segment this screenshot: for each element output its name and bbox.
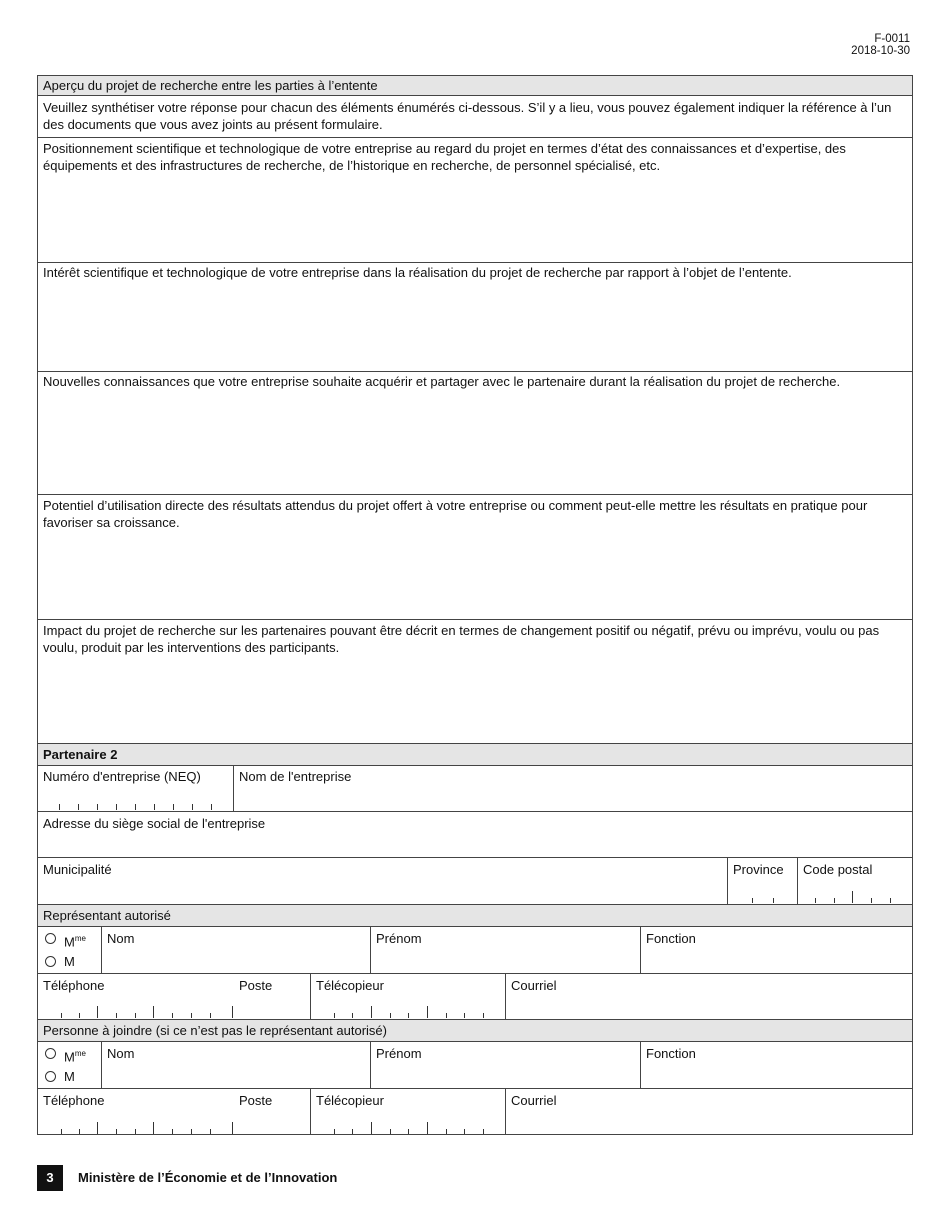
postal-tick: [871, 898, 872, 903]
neq-tick: [78, 804, 79, 810]
neq-tick: [192, 804, 193, 810]
fax-tick: [334, 1013, 335, 1018]
divider: [37, 1041, 913, 1042]
overview-intro: Veuillez synthétiser votre réponse pour chacun des éléments énumérés ci-dessous. S’il y a lieu, vous pouvez également indiquer la référence à l’un des documents que vous avez joints au présent formulaire.: [43, 100, 892, 132]
contact-nom-label: Nom: [107, 1046, 135, 1061]
contact-radio-m[interactable]: [45, 1071, 56, 1082]
contact-poste-input[interactable]: [233, 1110, 309, 1134]
postal-tick: [834, 898, 835, 903]
phone-tick: [172, 1129, 173, 1134]
address-input[interactable]: [38, 833, 912, 856]
fax-tick: [334, 1129, 335, 1134]
fax-tick: [483, 1129, 484, 1134]
company-name-input[interactable]: [234, 786, 912, 810]
phone-separator-tick: [97, 1006, 98, 1018]
phone-tick: [79, 1013, 80, 1018]
rep-fonction-label: Fonction: [646, 931, 696, 946]
fax-tick: [464, 1013, 465, 1018]
contact-title-m-label: M: [64, 1069, 75, 1084]
rep-title-mme-sup: me: [74, 934, 86, 943]
fax-tick: [352, 1013, 353, 1018]
province-label: Province: [733, 862, 784, 877]
contact-email-input[interactable]: [506, 1110, 912, 1134]
rep-title-mme-text: M: [64, 934, 75, 950]
phone-tick: [116, 1013, 117, 1018]
interest-answer-field[interactable]: [38, 283, 912, 370]
rep-nom-label: Nom: [107, 931, 135, 946]
neq-tick: [154, 804, 155, 810]
province-tick: [752, 898, 753, 903]
divider: [37, 904, 913, 905]
partner-header: Partenaire 2: [43, 747, 118, 762]
phone-tick: [135, 1129, 136, 1134]
rep-poste-label: Poste: [239, 978, 273, 993]
contact-title-mme-text: M: [64, 1049, 75, 1065]
phone-tick: [210, 1013, 211, 1018]
contact-prenom-label: Prénom: [376, 1046, 422, 1061]
fax-tick: [483, 1013, 484, 1018]
contact-fax-label: Télécopieur: [316, 1093, 384, 1108]
impact-answer-field[interactable]: [38, 658, 912, 742]
divider: [37, 494, 913, 495]
address-label: Adresse du siège social de l'entreprise: [43, 816, 266, 831]
divider: [37, 811, 913, 812]
form-date: 2018-10-30: [851, 45, 910, 57]
knowledge-answer-field[interactable]: [38, 409, 912, 493]
partner-header-band: [38, 744, 912, 765]
contact-title-mme-label: [64, 1045, 86, 1065]
province-tick: [773, 898, 774, 903]
fax-tick: [446, 1129, 447, 1134]
phone-tick: [61, 1013, 62, 1018]
fax-separator-tick: [371, 1122, 372, 1134]
fax-tick: [408, 1129, 409, 1134]
rep-prenom-input[interactable]: [371, 948, 639, 972]
neq-tick: [173, 804, 174, 810]
postal-separator-tick: [852, 891, 853, 903]
postal-tick: [815, 898, 816, 903]
contact-poste-label: Poste: [239, 1093, 273, 1108]
phone-tick: [210, 1129, 211, 1134]
fax-tick: [446, 1013, 447, 1018]
phone-tick: [191, 1013, 192, 1018]
contact-email-label: Courriel: [511, 1093, 557, 1108]
divider: [37, 1088, 913, 1089]
rep-fonction-input[interactable]: [641, 948, 912, 972]
fax-separator-tick: [427, 1122, 428, 1134]
contact-tel-label: Téléphone: [43, 1093, 105, 1108]
contact-prenom-input[interactable]: [371, 1063, 639, 1087]
city-label: Municipalité: [43, 862, 112, 877]
province-input[interactable]: [728, 879, 796, 903]
fax-tick: [352, 1129, 353, 1134]
rep-tel-label: Téléphone: [43, 978, 105, 993]
neq-tick: [116, 804, 117, 810]
divider: [37, 743, 913, 744]
neq-tick: [135, 804, 136, 810]
phone-tick: [79, 1129, 80, 1134]
city-input[interactable]: [38, 879, 726, 903]
phone-tick: [135, 1013, 136, 1018]
question-impact: Impact du projet de recherche sur les partenaires pouvant être décrit en termes de changement positif ou négatif, prévu ou imprévu, voulu ou pas voulu, produit par les interventions des participants.: [43, 623, 880, 655]
rep-radio-mme[interactable]: [45, 933, 56, 944]
fax-tick: [390, 1013, 391, 1018]
representative-header: Représentant autorisé: [43, 908, 171, 923]
divider: [37, 619, 913, 620]
divider: [37, 371, 913, 372]
neq-tick: [211, 804, 212, 810]
divider: [37, 765, 913, 766]
question-knowledge: Nouvelles connaissances que votre entreprise souhaite acquérir et partager avec le partenaire durant la réalisation du projet de recherche.: [43, 374, 841, 389]
rep-fax-label: Télécopieur: [316, 978, 384, 993]
neq-label: Numéro d'entreprise (NEQ): [43, 769, 201, 784]
contact-fonction-input[interactable]: [641, 1063, 912, 1087]
fax-tick: [464, 1129, 465, 1134]
rep-title-mme-label: [64, 930, 86, 950]
phone-tick: [116, 1129, 117, 1134]
fax-tick: [408, 1013, 409, 1018]
divider: [37, 973, 913, 974]
positioning-answer-field[interactable]: [38, 175, 912, 261]
form-code: [851, 33, 910, 57]
fax-separator-tick: [427, 1006, 428, 1018]
phone-separator-tick: [153, 1006, 154, 1018]
divider: [37, 262, 913, 263]
rep-prenom-label: Prénom: [376, 931, 422, 946]
ministry-name: Ministère de l’Économie et de l’Innovation: [78, 1170, 338, 1185]
question-interest: Intérêt scientifique et technologique de votre entreprise dans la réalisation du projet de recherche par rapport à l’objet de l’entente.: [43, 265, 792, 280]
postal-tick: [890, 898, 891, 903]
divider: [37, 1019, 913, 1020]
page-number: 3: [37, 1165, 63, 1191]
phone-tick: [61, 1129, 62, 1134]
rep-nom-input[interactable]: [102, 948, 369, 972]
fax-tick: [390, 1129, 391, 1134]
divider: [37, 95, 913, 96]
phone-tick: [191, 1129, 192, 1134]
rep-email-input[interactable]: [506, 995, 912, 1018]
neq-tick: [97, 804, 98, 810]
contact-header: Personne à joindre (si ce n’est pas le représentant autorisé): [43, 1023, 387, 1038]
phone-tick: [172, 1013, 173, 1018]
divider: [37, 137, 913, 138]
company-name-label: Nom de l'entreprise: [239, 769, 352, 784]
neq-tick: [59, 804, 60, 810]
phone-separator-tick: [153, 1122, 154, 1134]
overview-header: Aperçu du projet de recherche entre les parties à l’entente: [43, 78, 378, 93]
rep-poste-input[interactable]: [233, 995, 309, 1018]
divider: [37, 857, 913, 858]
question-potential: Potentiel d’utilisation directe des résultats attendus du projet offert à votre entreprise ou comment peut-elle mettre les résultats en pratique pour favoriser sa croissance.: [43, 498, 868, 530]
phone-separator-tick: [97, 1122, 98, 1134]
rep-title-m-label: M: [64, 954, 75, 969]
contact-fonction-label: Fonction: [646, 1046, 696, 1061]
rep-email-label: Courriel: [511, 978, 557, 993]
form-number: F-0011: [874, 33, 910, 45]
question-positioning: Positionnement scientifique et technologique de votre entreprise au regard du projet en termes d’état des connaissances et d’expertise, des équipements et des infrastructures de recherche, de l’historique en recherche, de personnel spécialisé, etc.: [43, 141, 846, 173]
fax-separator-tick: [371, 1006, 372, 1018]
divider: [37, 926, 913, 927]
potential-answer-field[interactable]: [38, 533, 912, 618]
contact-radio-mme[interactable]: [45, 1048, 56, 1059]
contact-title-mme-sup: me: [74, 1049, 86, 1058]
rep-radio-m[interactable]: [45, 956, 56, 967]
postal-code-label: Code postal: [803, 862, 873, 877]
contact-nom-input[interactable]: [102, 1063, 369, 1087]
